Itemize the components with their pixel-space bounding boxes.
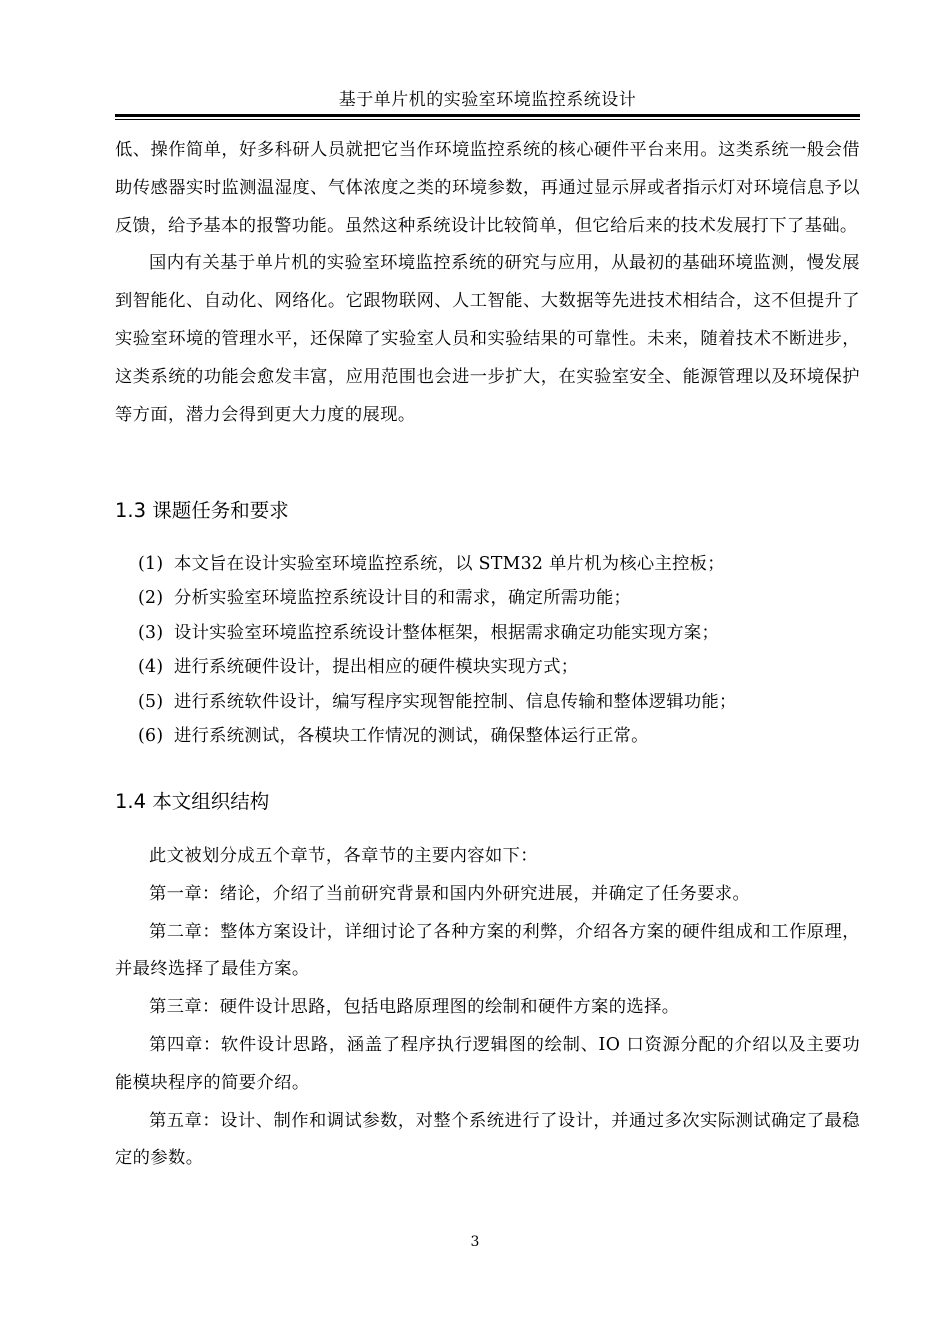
task-number: (5) [138,691,164,712]
task-text: 进行系统测试，各模块工作情况的测试，确保整体运行正常。 [174,726,649,747]
task-text: 进行系统软件设计，编写程序实现智能控制、信息传输和整体逻辑功能； [174,691,737,712]
task-item [138,616,860,650]
chapter-4-summary: 第四章：软件设计思路，涵盖了程序执行逻辑图的绘制、IO 口资源分配的介绍以及主要功能模块程序的简要介绍。 [115,1034,860,1093]
section-heading-1-4: 1.4 本文组织结构 [115,790,270,813]
task-number: (3) [138,622,164,643]
task-list [138,547,860,753]
chapter-5-summary: 第五章：设计、制作和调试参数，对整个系统进行了设计，并通过多次实际测试确定了最稳定的参数。 [115,1110,860,1169]
task-number: (4) [138,657,164,678]
task-number: (2) [138,588,164,609]
header-rule-thick [115,114,860,117]
task-item [138,719,860,753]
chapter-1-summary: 第一章：绪论，介绍了当前研究背景和国内外研究进展，并确定了任务要求。 [149,883,751,904]
intro-text-block [115,132,860,434]
header-rule-thin [115,119,860,120]
task-item [138,547,860,581]
running-header: 基于单片机的实验室环境监控系统设计 [338,90,637,110]
chapter-2-summary: 第二章：整体方案设计，详细讨论了各种方案的利弊，介绍各方案的硬件组成和工作原理，并最终选择了最佳方案。 [115,921,860,980]
task-item [138,650,860,684]
structure-text-block [115,838,860,1178]
task-text: 进行系统硬件设计，提出相应的硬件模块实现方式； [174,657,579,678]
task-item [138,685,860,719]
structure-intro-paragraph: 此文被划分成五个章节，各章节的主要内容如下： [149,846,538,866]
chapter-3-summary: 第三章：硬件设计思路，包括电路原理图的绘制和硬件方案的选择。 [149,997,680,1018]
section-heading-1-3: 1.3 课题任务和要求 [115,499,289,522]
task-text: 设计实验室环境监控系统设计整体框架，根据需求确定功能实现方案； [174,622,720,643]
task-item [138,581,860,615]
intro-paragraph-domestic-research: 国内有关基于单片机的实验室环境监控系统的研究与应用，从最初的基础环境监测，慢发展到智能化、自动化、网络化。它跟物联网、人工智能、大数据等先进技术相结合，这不但提升了实验室环境的管理水平，还保障了实验室人员和实验结果的可靠性。未来，随着技术不断进步，这类系统的功能会愈发丰富，应用范围也会进一步扩大，在实验室安全、能源管理以及环境保护等方面，潜力会得到更大力度的展现。 [115,253,860,425]
task-number: (1) [138,554,164,574]
intro-paragraph-continued: 低、操作简单，好多科研人员就把它当作环境监控系统的核心硬件平台来用。这类系统一般会借助传感器实时监测温湿度、气体浓度之类的环境参数，再通过显示屏或者指示灯对环境信息予以反馈，给予基本的报警功能。虽然这种系统设计比较简单，但它给后来的技术发展打下了基础。 [115,140,860,236]
task-number: (6) [138,726,164,747]
page-number: 3 [470,1234,480,1250]
task-text: 分析实验室环境监控系统设计目的和需求，确定所需功能； [174,588,632,609]
task-text: 本文旨在设计实验室环境监控系统，以 STM32 单片机为核心主控板； [174,554,725,574]
